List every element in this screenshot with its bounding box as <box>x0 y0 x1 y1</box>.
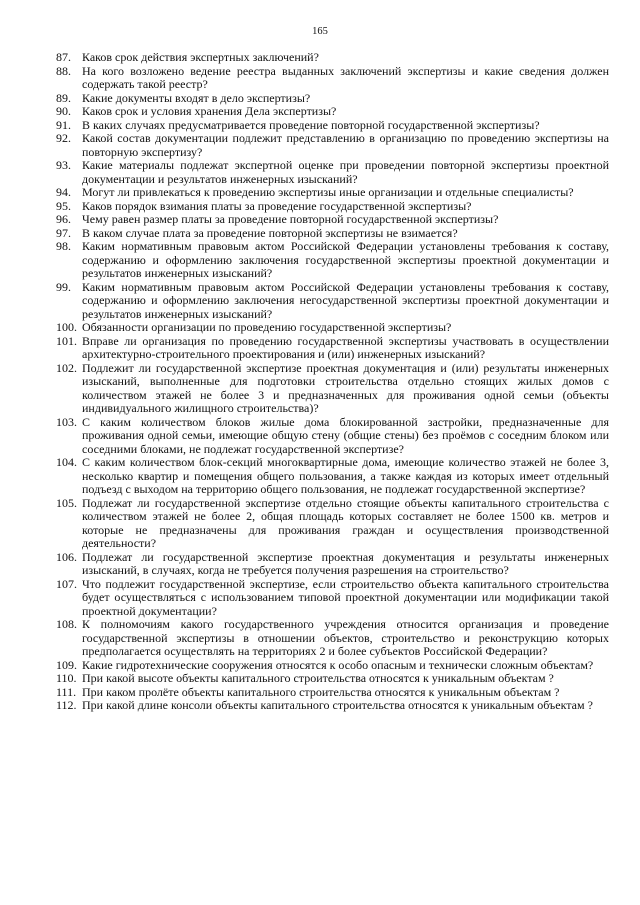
question-text: Обязанности организации по проведению государственной экспертизы? <box>82 320 452 334</box>
question-item <box>56 618 609 659</box>
question-number: 95. <box>56 198 71 213</box>
question-number: 103. <box>56 414 77 429</box>
question-item <box>56 227 609 241</box>
question-text: При каком пролёте объекты капитального строительства относятся к уникальным объектам ? <box>82 684 560 699</box>
question-number: 94. <box>56 185 71 199</box>
question-item <box>56 51 609 65</box>
question-text: Чему равен размер платы за проведение повторной государственной экспертизы? <box>82 212 499 226</box>
question-number: 105. <box>56 495 77 510</box>
question-text: С каким количеством блоков жилые дома блокированной застройки, предназначенные для проживания одной семьи, имеющие общую стену (общие стены) без проёмов с соседним блоком или соседними блоками, не подлежат государственной экспертизе? <box>82 414 609 456</box>
question-number: 88. <box>56 63 71 78</box>
question-number: 111. <box>56 684 77 699</box>
question-item <box>56 686 609 700</box>
question-number: 97. <box>56 225 71 240</box>
question-number: 110. <box>56 671 77 685</box>
question-item <box>56 551 609 578</box>
question-number: 108. <box>56 617 77 631</box>
question-item <box>56 240 609 281</box>
question-text: Каков срок действия экспертных заключений? <box>82 50 319 64</box>
question-item <box>56 159 609 186</box>
question-number: 96. <box>56 212 71 226</box>
question-text: В каких случаях предусматривается проведение повторной государственной экспертизы? <box>82 117 540 132</box>
question-item <box>56 119 609 133</box>
question-text: Каков порядок взимания платы за проведение государственной экспертизы? <box>82 198 472 213</box>
question-text: В каком случае плата за проведение повторной экспертизы не взимается? <box>82 225 458 240</box>
question-text: Подлежат ли государственной экспертизе отдельно стоящие объекты капитального строительства с количеством этажей не более 2, общая площадь которых составляет не более 1500 кв. метров и которые не предназначены для проживания граждан и осуществления производственной деятельности? <box>82 495 609 550</box>
question-item <box>56 321 609 335</box>
question-item <box>56 416 609 457</box>
question-item <box>56 132 609 159</box>
question-number: 104. <box>56 455 77 469</box>
question-text: Какие документы входят в дело экспертизы? <box>82 90 311 105</box>
question-text: Подлежат ли государственной экспертизе проектная документация и результаты инженерных изысканий, в случаях, когда не требуется получения разрешения на строительство? <box>82 549 609 577</box>
page-number: 165 <box>312 26 328 37</box>
question-item <box>56 456 609 497</box>
question-item <box>56 105 609 119</box>
question-number: 98. <box>56 239 71 253</box>
question-number: 101. <box>56 333 77 348</box>
question-text: Какой состав документации подлежит представлению в организацию по проведению экспертизы на повторную экспертизу? <box>82 131 609 159</box>
question-item <box>56 65 609 92</box>
question-text: При какой высоте объекты капитального строительства относятся к уникальным объектам ? <box>82 671 554 685</box>
question-item <box>56 200 609 214</box>
question-number: 93. <box>56 158 71 172</box>
question-text: На кого возложено ведение реестра выданных заключений экспертизы и какие сведения должен содержать такой реестр? <box>82 63 609 91</box>
question-item <box>56 672 609 686</box>
question-text: С каким количеством блок-секций многоквартирные дома, имеющие количество этажей не более 3, несколько квартир и помещения общего пользования, а также каждая из которых имеет отдельный подъезд с выходом на территорию общего пользования, не подлежат государственной экспертизе? <box>82 455 609 496</box>
question-number: 107. <box>56 576 77 591</box>
question-text: Вправе ли организация по проведению государственной экспертизы участвовать в осуществлении архитектурно-строительного проектирования и (или) инженерных изысканий? <box>82 333 609 361</box>
question-number: 99. <box>56 279 71 294</box>
question-item <box>56 578 609 619</box>
question-number: 90. <box>56 104 71 118</box>
question-item <box>56 281 609 322</box>
question-item <box>56 92 609 106</box>
question-text: Каким нормативным правовым актом Российской Федерации установлены требования к составу, содержанию и оформлению заключения государственной экспертизы проектной документации и результатов инженерных изысканий? <box>82 239 609 280</box>
question-number: 106. <box>56 549 77 564</box>
question-text: Какие материалы подлежат экспертной оценке при проведении повторной экспертизы проектной документации и результатов инженерных изысканий? <box>82 158 609 186</box>
question-number: 89. <box>56 90 71 105</box>
question-item <box>56 699 609 713</box>
question-text: Каков срок и условия хранения Дела экспертизы? <box>82 104 337 118</box>
question-number: 87. <box>56 50 71 64</box>
question-item <box>56 497 609 551</box>
question-text: Подлежит ли государственной экспертизе проектная документация и (или) результаты инженерных изысканий, выполненные для подготовки строительства отдельно стоящих жилых домов с количеством этажей не более 3 и предназначенных для проживания одной семьи (объекты индивидуального жилищного строительства)? <box>82 360 609 415</box>
question-list <box>56 51 609 713</box>
question-text: При какой длине консоли объекты капитального строительства относятся к уникальным объектам ? <box>82 698 593 712</box>
question-number: 92. <box>56 131 71 145</box>
question-item <box>56 659 609 673</box>
question-item <box>56 335 609 362</box>
question-text: Что подлежит государственной экспертизе, если строительство объекта капитального строительства будет осуществляться с использованием типовой проектной документации или модификации такой проектной документации? <box>82 576 609 618</box>
question-item <box>56 213 609 227</box>
question-item <box>56 362 609 416</box>
question-number: 91. <box>56 117 71 132</box>
question-text: Какие гидротехнические сооружения относятся к особо опасным и технически сложным объектам? <box>82 657 594 672</box>
question-number: 109. <box>56 657 77 672</box>
question-number: 112. <box>56 698 77 712</box>
question-number: 100. <box>56 320 77 334</box>
question-text: Каким нормативным правовым актом Российской Федерации установлены требования к составу, содержанию и оформлению заключения негосударственной экспертизы проектной документации и результатов инженерных изысканий? <box>82 279 609 321</box>
question-text: Могут ли привлекаться к проведению экспертизы иные организации и отдельные специалисты? <box>82 185 574 199</box>
question-item <box>56 186 609 200</box>
question-text: К полномочиям какого государственного учреждения относится организация и проведение государственной экспертизы в отношении объектов, строительство и реконструкцию которых предполагается осуществлять на территориях 2 и более субъектов Российской Федерации? <box>82 617 609 658</box>
question-number: 102. <box>56 360 77 375</box>
